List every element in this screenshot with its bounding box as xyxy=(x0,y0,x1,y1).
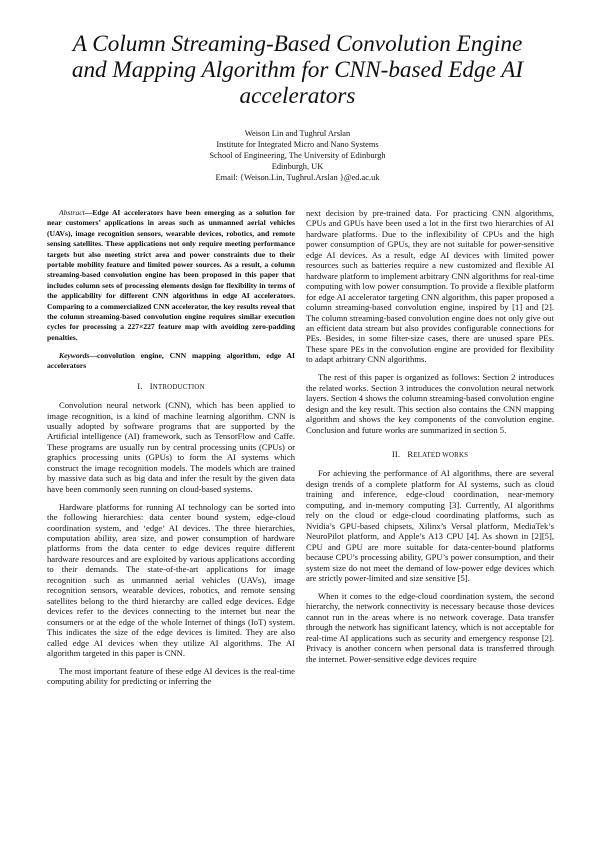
section-title-initial: I xyxy=(149,380,153,391)
section-title-rest: ELATED WORKS xyxy=(413,452,469,460)
section-heading-related-works xyxy=(306,449,554,461)
affiliation-line: Edinburgh, UK xyxy=(271,162,324,171)
left-column xyxy=(47,208,295,687)
abstract-text: —Edge AI accelerators have been emerging as a solution for near customers’ applications in areas such as unmanned aerial vehicles (UAVs), image recognition sensors, wearable devices, robotics, and remote sensing satellites. These applications not only require meeting performance targets but also meeting strict area and power constraints due to their portable mobility feature and limited power sources. As a result, a column streaming-based convolution engine has been proposed in this paper that includes column sets of processing elements design for flexibility in terms of the applicability for different CNN algorithms in edge AI accelerators. Comparing to a commercialized CNN accelerator, the key results reveal that the column streaming-based convolution engine requires similar execution cycles for processing a 227×227 feature map with avoiding zero-padding penalties. xyxy=(47,208,295,342)
keywords xyxy=(47,351,295,372)
author-block xyxy=(100,128,495,183)
abstract xyxy=(47,208,295,343)
section-number: II. xyxy=(391,449,401,460)
abstract-label: Abstract xyxy=(59,208,85,217)
keywords-text: —convolution engine, CNN mapping algorithm, edge AI accelerators xyxy=(47,350,295,371)
affiliation-line: Institute for Integrated Micro and Nano Systems xyxy=(216,140,379,149)
title-line: and Mapping Algorithm for CNN-based Edge AI xyxy=(71,57,524,83)
body-paragraph: For achieving the performance of AI algorithms, there are several design trends of a complete platform for AI systems, such as cloud training and inference, edge-cloud coordination, near-memory computing, and in-memory computing [3]. Currently, AI algorithms rely on the cloud or edge-cloud coordinating platforms, such as Nvidia’s GPU-based chipsets, Xilinx’s Versal platform, MediaTek’s NeuroPilot platform, and Apple’s A13 CPU [4]. As shown in [2][5], CPU and GPU are more suitable for data-center-bound platforms because CPU’s processing ability, GPU’s power consumption, and their system size do not meet the demand of low-power edge devices which are strictly power-limited and size sensitive [5]. xyxy=(306,468,554,583)
section-heading-introduction xyxy=(47,381,295,393)
author-names: Weison Lin and Tughrul Arslan xyxy=(244,129,351,138)
section-title-rest: NTRODUCTION xyxy=(152,383,205,391)
title-line: A Column Streaming-Based Convolution Engine xyxy=(72,31,523,57)
keywords-label: Keywords xyxy=(59,350,90,360)
affiliation-line: School of Engineering, The University of Edinburgh xyxy=(209,151,386,160)
body-paragraph: The most important feature of these edge AI devices is the real-time computing ability for predicting or inferring the xyxy=(47,665,295,687)
paper-title xyxy=(40,31,555,109)
body-paragraph: Hardware platforms for running AI technology can be sorted into the following hierarchies: data center bound system, edge-cloud coordination system, and ‘edge’ AI devices. The three hierarchies, computation ability, area size, and power consumption of hardware platforms from the data center to edge devices require different hardware resources and are exploited by various applications according to their demands. The state-of-the-art applications for image recognition such as unmanned aerial vehicles (UAVs), image recognition sensors, wearable devices, robotics, and remote sensing satellites belong to the third hierarchy are called edge devices. Edge devices refer to the devices connecting to the internet but near the consumers or at the edge of the whole Internet of things (IoT) system. This indicates the size of the edge devices is limited. They are also called edge AI devices when they utilize AI algorithms. The AI algorithm targeted in this paper is CNN. xyxy=(47,501,295,658)
title-line: accelerators xyxy=(239,83,356,109)
section-title-initial: R xyxy=(407,449,414,460)
body-paragraph: next decision by pre-trained data. For practicing CNN algorithms, CPUs and GPUs have been used a lot in the first two hierarchies of AI hardware platforms. Due to the inflexibility of CPUs and the high power consumption of GPUs, they are not suitable for power-sensitive edge AI devices. As a result, edge AI devices with limited power resources such as batteries require a new customized and flexible AI hardware platform to implement arbitrary CNN algorithms for real-time computing with low power consumption. To provide a flexible platform for edge AI accelerator targeting CNN algorithm, this paper proposed a column streaming-based convolution engine, inspired by [1] and [2]. The column streaming-based convolution engine does not only give out an efficient data stream but also provides configurable connections for PEs. Besides, in some filter-size cases, there are unused spare PEs. These spare PEs in the convolution engine are provided for flexibility to adapt arbitrary CNN algorithms. xyxy=(306,208,554,365)
body-paragraph: The rest of this paper is organized as follows: Section 2 introduces the related works. Section 3 introduces the convolution neural network layers. Section 4 shows the column streaming-based convolution engine design and the key result. This section also contains the CNN mapping algorithm and shows the key components of the convolution engine. Conclusion and future works are summarized in section 5. xyxy=(306,372,554,435)
right-column xyxy=(306,208,554,664)
section-number: I. xyxy=(137,380,143,391)
body-paragraph: When it comes to the edge-cloud coordination system, the second hierarchy, the network connectivity is necessary because those devices cannot run in the areas where is no network coverage. Data transfer through the network has significant latency, which is not acceptable for real-time AI applications such as security and emergency response [2]. Privacy is another concern when personal data is transferred through the internet. Power-sensitive edge devices require xyxy=(306,590,554,664)
author-email: Email: {Weison.Lin, Tughrul.Arslan }@ed.ac.uk xyxy=(215,173,380,182)
body-paragraph: Convolution neural network (CNN), which has been applied to image recognition, is a kind of machine learning algorithm. CNN is usually adopted by software programs that are supported by the Artificial intelligence (AI) framework, such as TensorFlow and Caffe. These programs are usually run by central processing units (CPUs) or graphics processing units (GPUs) to form the AI systems which construct the image recognition models. The models which are trained by massive data such as big data and infer the result by the given data have been commonly seen running on cloud-based systems. xyxy=(47,400,295,494)
